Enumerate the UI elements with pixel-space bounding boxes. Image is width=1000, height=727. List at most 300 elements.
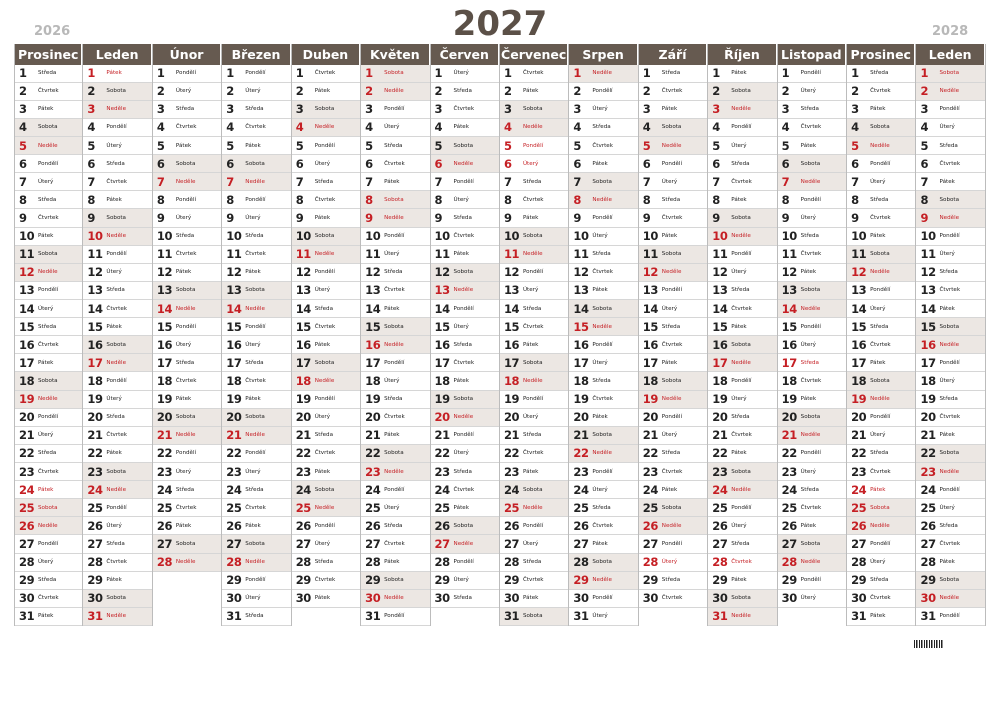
empty-day-cell — [153, 590, 221, 608]
day-cell — [916, 391, 984, 409]
weekday-name: Neděle — [384, 341, 404, 348]
weekday-name: Pátek — [661, 106, 678, 113]
weekday-name: Sobota — [314, 106, 335, 113]
weekday-name: Úterý — [800, 341, 816, 348]
weekday-name: Středa — [731, 541, 750, 547]
day-number: 12 — [573, 265, 589, 280]
day-number: 3 — [642, 102, 651, 117]
day-number: 5 — [851, 138, 859, 153]
weekday-name: Sobota — [939, 577, 960, 584]
weekday-name: Pátek — [522, 468, 539, 475]
day-cell — [778, 318, 846, 336]
day-cell — [222, 336, 290, 354]
day-number: 22 — [851, 446, 867, 461]
day-cell — [222, 191, 290, 209]
day-cell — [222, 517, 290, 535]
day-number: 9 — [365, 211, 373, 226]
weekday-name: Úterý — [314, 414, 331, 421]
weekday-name: Čtvrtek — [384, 541, 405, 547]
weekday-name: Čtvrtek — [314, 196, 336, 203]
weekday-name: Středa — [661, 450, 681, 457]
weekday-name: Středa — [175, 486, 195, 493]
day-cell — [15, 228, 82, 246]
day-number: 14 — [851, 301, 867, 316]
day-cell — [15, 282, 82, 300]
day-number: 20 — [851, 410, 867, 425]
day-cell — [83, 391, 151, 409]
day-number: 5 — [226, 138, 234, 153]
month-column — [500, 44, 569, 626]
day-number: 11 — [573, 247, 589, 262]
day-cell — [15, 155, 82, 173]
day-cell — [83, 445, 151, 463]
month-header: Červenec — [500, 44, 568, 65]
day-number: 17 — [226, 355, 242, 370]
weekday-name: Pondělí — [731, 251, 752, 258]
weekday-name: Neděle — [175, 559, 196, 566]
barcode-image — [914, 640, 944, 648]
weekday-name: Středa — [453, 468, 472, 475]
day-number: 20 — [712, 410, 728, 425]
day-number: 9 — [712, 211, 720, 226]
day-number: 24 — [295, 482, 311, 497]
day-number: 29 — [503, 573, 520, 588]
weekday-name: Středa — [870, 323, 889, 330]
day-number: 24 — [19, 482, 35, 497]
weekday-name: Pátek — [384, 432, 400, 439]
weekday-name: Středa — [661, 70, 681, 77]
day-number: 18 — [920, 374, 936, 389]
weekday-name: Úterý — [939, 378, 955, 385]
day-number: 19 — [226, 392, 242, 407]
day-number: 2 — [851, 84, 859, 99]
day-number: 10 — [503, 229, 520, 244]
weekday-name: Pátek — [453, 251, 469, 258]
day-cell — [569, 173, 637, 191]
weekday-name: Sobota — [106, 468, 126, 475]
day-number: 27 — [87, 537, 103, 551]
day-number: 10 — [19, 229, 35, 244]
day-number: 24 — [226, 482, 242, 497]
day-cell — [431, 300, 499, 318]
calendar-grid — [14, 44, 986, 626]
day-cell — [153, 427, 221, 445]
empty-day-cell — [153, 572, 221, 590]
day-cell — [431, 119, 499, 137]
day-number: 18 — [503, 374, 520, 389]
weekday-name: Úterý — [245, 215, 261, 222]
day-cell — [916, 191, 984, 209]
day-number: 3 — [365, 102, 373, 117]
weekday-name: Čtvrtek — [38, 595, 59, 602]
weekday-name: Pátek — [522, 341, 539, 348]
weekday-name: Středa — [592, 124, 611, 131]
month-header: Květen — [361, 44, 429, 65]
day-cell — [708, 264, 776, 282]
weekday-name: Úterý — [731, 522, 747, 529]
day-cell — [778, 173, 846, 191]
day-cell — [15, 481, 82, 499]
day-number: 10 — [712, 229, 728, 244]
weekday-name: Úterý — [800, 215, 816, 222]
day-cell — [778, 427, 846, 445]
day-cell — [708, 318, 776, 336]
weekday-name: Úterý — [175, 88, 192, 95]
day-number: 31 — [573, 609, 589, 624]
day-number: 29 — [295, 573, 311, 588]
weekday-name: Středa — [384, 396, 403, 403]
day-number: 19 — [503, 392, 520, 407]
day-number: 26 — [781, 518, 797, 533]
day-number: 30 — [434, 591, 450, 606]
day-number: 31 — [503, 609, 520, 624]
day-number: 8 — [851, 192, 859, 207]
weekday-name: Sobota — [175, 414, 196, 421]
day-cell — [778, 228, 846, 246]
weekday-name: Sobota — [731, 88, 751, 95]
day-number: 16 — [712, 337, 728, 352]
weekday-name: Pátek — [800, 522, 817, 529]
weekday-name: Neděle — [314, 504, 335, 511]
day-cell — [569, 354, 637, 372]
weekday-name: Sobota — [731, 468, 751, 475]
weekday-name: Čtvrtek — [870, 215, 891, 222]
day-cell — [847, 427, 915, 445]
day-cell — [222, 608, 290, 626]
day-cell — [83, 554, 151, 572]
day-number: 23 — [226, 464, 242, 479]
day-cell — [153, 391, 221, 409]
day-cell — [569, 155, 637, 173]
day-cell — [431, 137, 499, 155]
weekday-name: Neděle — [939, 88, 960, 95]
day-cell — [431, 282, 499, 300]
day-cell — [222, 318, 290, 336]
day-number: 7 — [781, 174, 790, 189]
weekday-name: Čtvrtek — [939, 160, 961, 167]
weekday-name: Středa — [939, 396, 958, 403]
day-cell — [431, 445, 499, 463]
day-number: 19 — [365, 392, 381, 407]
day-number: 28 — [156, 555, 173, 570]
day-number: 20 — [920, 410, 936, 425]
weekday-name: Sobota — [245, 541, 265, 547]
day-cell — [292, 372, 360, 390]
weekday-name: Pátek — [453, 124, 469, 131]
weekday-name: Středa — [106, 160, 125, 167]
day-cell — [15, 391, 82, 409]
day-cell — [361, 65, 429, 83]
weekday-name: Sobota — [453, 522, 474, 529]
weekday-name: Neděle — [800, 178, 821, 185]
day-number: 19 — [851, 392, 867, 407]
day-number: 3 — [87, 102, 96, 117]
day-number: 23 — [503, 464, 520, 479]
weekday-name: Čtvrtek — [731, 178, 752, 185]
weekday-name: Neděle — [661, 142, 682, 149]
weekday-name: Středa — [314, 432, 334, 439]
weekday-name: Úterý — [453, 450, 469, 457]
day-cell — [778, 572, 846, 590]
day-cell — [361, 336, 429, 354]
weekday-name: Pondělí — [592, 468, 613, 475]
weekday-name: Pondělí — [522, 396, 544, 403]
weekday-name: Středa — [245, 613, 264, 620]
day-number: 25 — [226, 500, 242, 515]
day-cell — [83, 499, 151, 517]
day-cell — [778, 336, 846, 354]
day-number: 1 — [851, 66, 859, 81]
weekday-name: Sobota — [870, 378, 890, 385]
day-number: 27 — [156, 537, 173, 551]
day-cell — [569, 137, 637, 155]
day-cell — [916, 608, 984, 626]
weekday-name: Čtvrtek — [245, 124, 266, 131]
day-cell — [83, 372, 151, 390]
day-number: 21 — [920, 428, 936, 443]
weekday-name: Středa — [175, 233, 195, 240]
day-cell — [361, 318, 429, 336]
weekday-name: Sobota — [800, 414, 821, 421]
weekday-name: Pondělí — [592, 215, 613, 222]
day-cell — [222, 499, 290, 517]
day-cell — [778, 372, 846, 390]
day-cell — [708, 572, 776, 590]
day-cell — [83, 336, 151, 354]
weekday-name: Čtvrtek — [731, 305, 752, 312]
weekday-name: Středa — [800, 486, 819, 493]
day-number: 20 — [642, 410, 659, 425]
day-cell — [639, 481, 707, 499]
day-cell — [153, 354, 221, 372]
day-number: 24 — [642, 482, 659, 497]
weekday-name: Pondělí — [38, 541, 59, 547]
day-number: 30 — [87, 591, 103, 606]
day-cell — [916, 264, 984, 282]
weekday-name: Úterý — [939, 504, 955, 511]
day-cell — [639, 264, 707, 282]
day-cell — [222, 101, 290, 119]
day-number: 3 — [503, 102, 512, 117]
day-number: 1 — [781, 66, 790, 81]
month-column — [431, 44, 500, 626]
day-cell — [361, 590, 429, 608]
day-cell — [778, 209, 846, 227]
day-number: 31 — [19, 609, 35, 624]
day-cell — [916, 354, 984, 372]
day-cell — [778, 481, 846, 499]
day-cell — [222, 481, 290, 499]
month-column — [153, 44, 222, 626]
weekday-name: Středa — [314, 559, 334, 566]
day-cell — [222, 391, 290, 409]
month-header: Leden — [83, 44, 151, 65]
day-number: 11 — [642, 247, 659, 262]
day-number: 11 — [920, 247, 936, 262]
weekday-name: Pondělí — [939, 106, 960, 113]
day-number: 14 — [781, 301, 797, 316]
weekday-name: Úterý — [661, 559, 678, 566]
day-number: 3 — [156, 102, 165, 117]
day-cell — [83, 354, 151, 372]
day-cell — [153, 282, 221, 300]
day-cell — [916, 517, 984, 535]
weekday-name: Neděle — [245, 305, 265, 312]
weekday-name: Čtvrtek — [522, 450, 544, 457]
day-cell — [153, 209, 221, 227]
weekday-name: Sobota — [661, 504, 682, 511]
day-cell — [639, 554, 707, 572]
day-cell — [847, 445, 915, 463]
weekday-name: Sobota — [800, 160, 821, 167]
weekday-name: Úterý — [245, 88, 261, 95]
day-cell — [847, 336, 915, 354]
day-cell — [83, 608, 151, 626]
day-cell — [639, 191, 707, 209]
day-cell — [361, 608, 429, 626]
weekday-name: Úterý — [384, 378, 400, 385]
day-number: 29 — [920, 573, 936, 588]
weekday-name: Středa — [592, 251, 611, 258]
day-number: 23 — [365, 464, 381, 479]
day-cell — [778, 101, 846, 119]
weekday-name: Neděle — [175, 178, 196, 185]
weekday-name: Sobota — [453, 269, 474, 276]
day-number: 20 — [295, 410, 311, 425]
weekday-name: Pondělí — [453, 178, 474, 185]
day-cell — [15, 554, 82, 572]
day-number: 1 — [573, 66, 581, 81]
day-number: 19 — [87, 392, 103, 407]
day-cell — [569, 608, 637, 626]
day-cell — [361, 391, 429, 409]
weekday-name: Pondělí — [592, 341, 613, 348]
day-cell — [361, 228, 429, 246]
weekday-name: Pondělí — [384, 233, 405, 240]
weekday-name: Sobota — [314, 233, 335, 240]
day-cell — [292, 191, 360, 209]
day-number: 2 — [87, 84, 96, 99]
weekday-name: Úterý — [38, 178, 54, 185]
day-cell — [15, 101, 82, 119]
weekday-name: Čtvrtek — [314, 577, 336, 584]
day-number: 31 — [851, 609, 867, 624]
day-cell — [916, 137, 984, 155]
weekday-name: Pondělí — [245, 577, 266, 584]
day-cell — [639, 445, 707, 463]
day-cell — [500, 572, 568, 590]
day-number: 12 — [712, 265, 728, 280]
day-cell — [500, 282, 568, 300]
day-number: 11 — [295, 247, 311, 262]
day-cell — [431, 191, 499, 209]
weekday-name: Pondělí — [106, 378, 127, 385]
day-number: 18 — [156, 374, 173, 389]
day-cell — [15, 65, 82, 83]
day-cell — [778, 83, 846, 101]
day-cell — [361, 209, 429, 227]
day-number: 7 — [87, 174, 96, 189]
weekday-name: Středa — [592, 378, 611, 385]
day-number: 5 — [19, 138, 27, 153]
day-number: 26 — [851, 518, 867, 533]
weekday-name: Pondělí — [106, 504, 127, 511]
day-number: 23 — [781, 464, 797, 479]
weekday-name: Úterý — [731, 269, 747, 276]
day-cell — [500, 191, 568, 209]
day-cell — [292, 517, 360, 535]
day-number: 28 — [642, 555, 659, 570]
day-number: 1 — [712, 66, 720, 81]
weekday-name: Sobota — [38, 251, 58, 258]
month-column — [847, 44, 916, 626]
day-cell — [431, 336, 499, 354]
day-number: 8 — [156, 192, 165, 207]
weekday-name: Pátek — [314, 595, 331, 602]
weekday-name: Neděle — [870, 142, 890, 149]
weekday-name: Úterý — [106, 269, 122, 276]
weekday-name: Středa — [939, 269, 958, 276]
day-cell — [639, 535, 707, 553]
weekday-name: Pondělí — [800, 70, 821, 77]
day-number: 9 — [19, 211, 27, 226]
day-number: 1 — [156, 66, 165, 81]
day-cell — [569, 554, 637, 572]
day-number: 15 — [295, 319, 311, 334]
day-number: 9 — [920, 211, 929, 226]
day-number: 2 — [781, 84, 790, 99]
day-cell — [916, 372, 984, 390]
day-cell — [15, 572, 82, 590]
day-cell — [500, 427, 568, 445]
weekday-name: Neděle — [661, 269, 682, 276]
weekday-name: Pátek — [38, 613, 54, 620]
day-number: 21 — [503, 428, 520, 443]
day-number: 21 — [19, 428, 35, 443]
day-number: 11 — [226, 247, 242, 262]
day-cell — [361, 83, 429, 101]
day-number: 20 — [226, 410, 242, 425]
day-cell — [292, 209, 360, 227]
weekday-name: Pátek — [800, 142, 817, 149]
weekday-name: Středa — [522, 305, 542, 312]
day-number: 12 — [19, 265, 35, 280]
weekday-name: Neděle — [522, 124, 543, 131]
day-number: 26 — [503, 518, 520, 533]
month-header: Únor — [153, 44, 221, 65]
day-number: 23 — [712, 464, 728, 479]
weekday-name: Úterý — [870, 178, 886, 185]
weekday-name: Sobota — [175, 541, 196, 547]
weekday-name: Čtvrtek — [314, 450, 336, 457]
day-number: 13 — [226, 283, 242, 298]
weekday-name: Pátek — [384, 178, 400, 185]
day-number: 12 — [920, 265, 936, 280]
weekday-name: Čtvrtek — [870, 88, 891, 95]
weekday-name: Pátek — [314, 341, 331, 348]
weekday-name: Pondělí — [175, 450, 197, 457]
month-column — [569, 44, 638, 626]
day-number: 12 — [434, 265, 450, 280]
day-cell — [153, 318, 221, 336]
month-header: Leden — [916, 44, 984, 65]
weekday-name: Sobota — [731, 595, 751, 602]
day-cell — [292, 155, 360, 173]
weekday-name: Čtvrtek — [939, 541, 961, 547]
day-cell — [15, 427, 82, 445]
month-column — [222, 44, 291, 626]
day-cell — [15, 517, 82, 535]
